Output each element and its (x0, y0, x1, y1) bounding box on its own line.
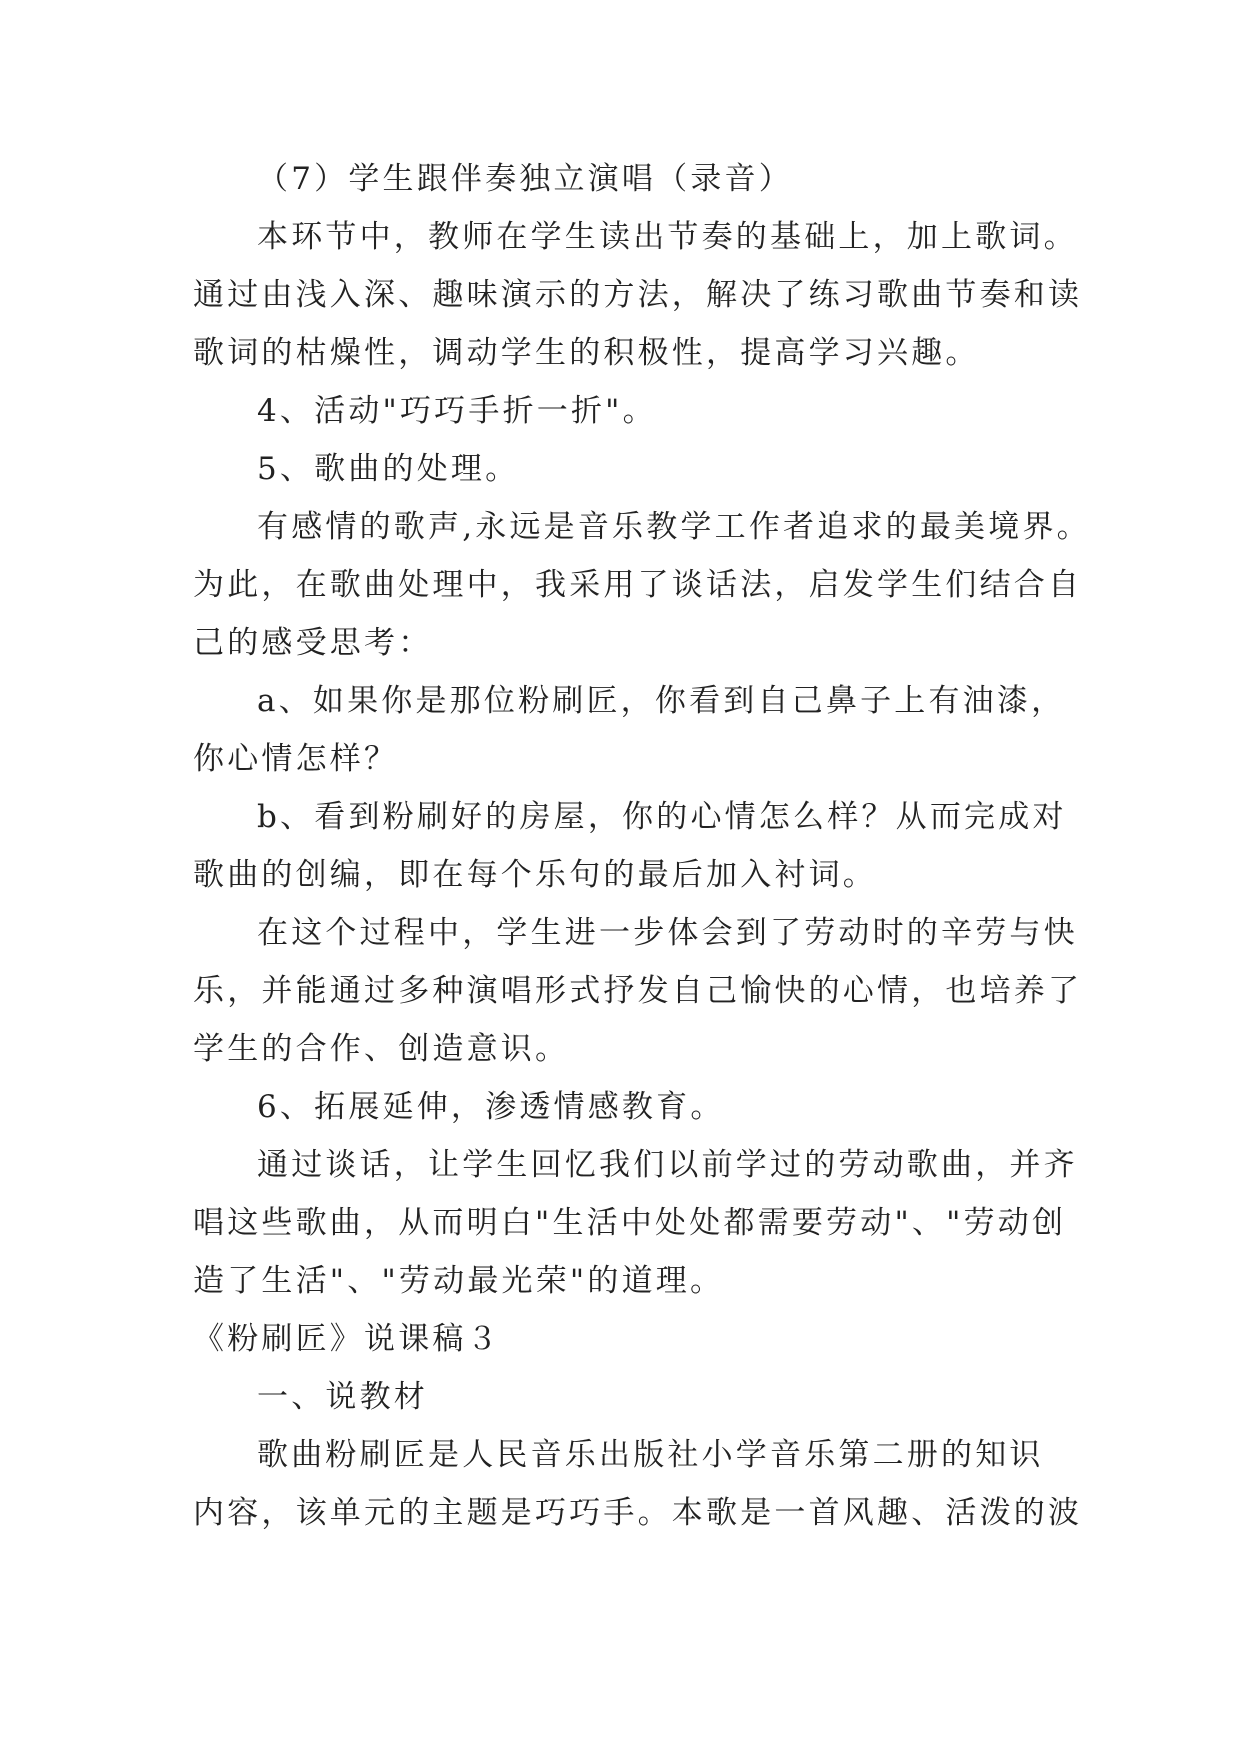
text-line: 歌曲粉刷匠是人民音乐出版社小学音乐第二册的知识 (257, 1437, 1044, 1473)
text-line: 你心情怎样？ (193, 741, 399, 777)
text-line: 乐，并能通过多种演唱形式抒发自己愉快的心情，也培养了 (193, 973, 1083, 1009)
text-line: （7）学生跟伴奏独立演唱（录音） (257, 161, 793, 197)
text-line: b、看到粉刷好的房屋，你的心情怎么样？从而完成对 (257, 799, 1067, 835)
section-heading: 《粉刷匠》说课稿３ (193, 1321, 501, 1357)
text-line: 造了生活"、"劳动最光荣"的道理。 (193, 1263, 725, 1299)
text-line: 本环节中，教师在学生读出节奏的基础上，加上歌词。 (257, 219, 1078, 255)
text-line: 有感情的歌声,永远是音乐教学工作者追求的最美境界。 (257, 509, 1091, 545)
text-line: a、如果你是那位粉刷匠，你看到自己鼻子上有油漆， (257, 683, 1066, 719)
text-line: 己的感受思考： (193, 625, 433, 661)
text-line: 歌曲的创编，即在每个乐句的最后加入衬词。 (193, 857, 877, 893)
text-line: 6、拓展延伸，渗透情感教育。 (257, 1089, 725, 1125)
text-line: 通过谈话，让学生回忆我们以前学过的劳动歌曲，并齐 (257, 1147, 1078, 1183)
text-line: 歌词的枯燥性，调动学生的积极性，提高学习兴趣。 (193, 335, 980, 371)
text-line: 通过由浅入深、趣味演示的方法，解决了练习歌曲节奏和读 (193, 277, 1083, 313)
text-line: 唱这些歌曲，从而明白"生活中处处都需要劳动"、"劳动创 (193, 1205, 1067, 1241)
text-line: 学生的合作、创造意识。 (193, 1031, 570, 1067)
text-line: 为此，在歌曲处理中，我采用了谈话法，启发学生们结合自 (193, 567, 1083, 603)
text-line: 5、歌曲的处理。 (257, 451, 520, 487)
text-line: 4、活动"巧巧手折一折"。 (257, 393, 657, 429)
text-line: 一、说教材 (257, 1379, 428, 1415)
text-line: 在这个过程中，学生进一步体会到了劳动时的辛劳与快 (257, 915, 1078, 951)
text-line: 内容，该单元的主题是巧巧手。本歌是一首风趣、活泼的波 (193, 1495, 1083, 1531)
